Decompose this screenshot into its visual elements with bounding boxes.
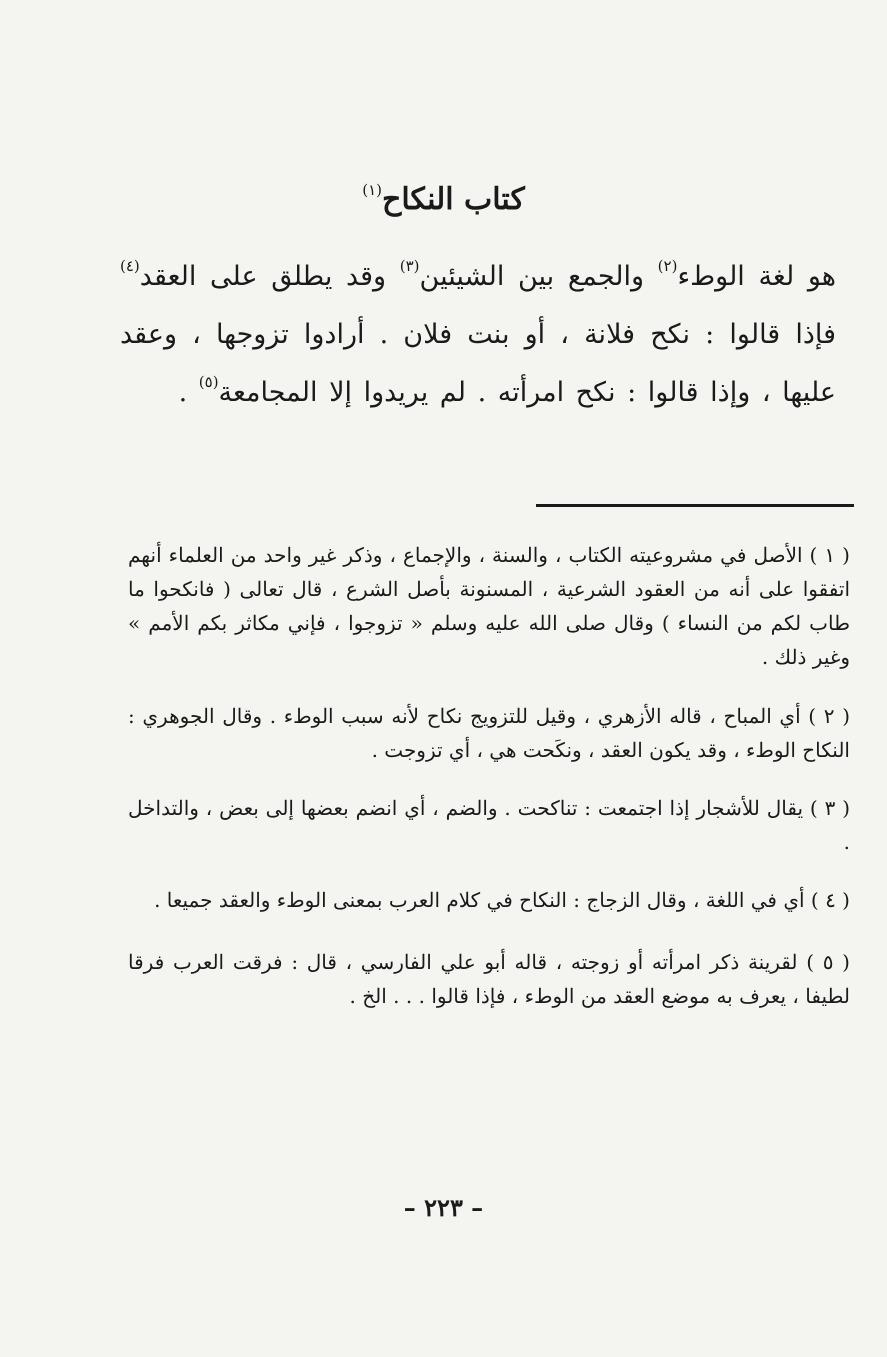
footnote-5: ( ٥ ) لقرينة ذكر امرأته أو زوجته ، قاله أبو علي الفارسي ، قال : فرقت العرب فرقا لطيفا ، يعرف به موضع العقد من الوطء ، فإذا قالوا . . . الخ . [128, 950, 850, 1008]
paragraph-text-3: وقد يطلق على العقد [139, 261, 400, 292]
paragraph-text-2: والجمع بين الشيئين [419, 261, 658, 292]
footnote-ref-5: (٥) [198, 373, 219, 391]
footnote-3: ( ٣ ) يقال للأشجار إذا اجتمعت : تناكحت . والضم ، أي انضم بعضها إلى بعض ، والتداخل . [128, 796, 850, 854]
footnote-2: ( ٢ ) أي المباح ، قاله الأزهري ، وقيل للتزويج نكاح لأنه سبب الوطء . وقال الجوهري : النكاح الوطء ، وقد يكون العقد ، ونكَحت هي ، أي تزوجت . [128, 704, 850, 762]
main-paragraph [120, 248, 836, 422]
chapter-title [0, 172, 887, 228]
paragraph-text-5: . [178, 377, 199, 408]
chapter-title-text: كتاب النكاح [382, 182, 525, 217]
footnote-ref-3: (٣) [399, 257, 420, 275]
footnote-4: ( ٤ ) أي في اللغة ، وقال الزجاج : النكاح في كلام العرب بمعنى الوطء والعقد جميعا . [154, 888, 850, 912]
footnote-ref-2: (٢) [657, 257, 678, 275]
paragraph-text-4: فإذا قالوا : نكح فلانة ، أو بنت فلان . أرادوا تزوجها ، وعقد عليها ، وإذا قالوا : نكح امرأته . لم يريدوا إلا المجامعة [120, 319, 836, 408]
footnote-ref-4: (٤) [120, 257, 140, 275]
footnote-1: ( ١ ) الأصل في مشروعيته الكتاب ، والسنة ، والإجماع ، وذكر غير واحد من العلماء أنهم اتفقوا على أنه من العقود الشرعية ، المسنونة بأصل الشرع ، قال تعالى ( فانكحوا ما طاب لكم من النساء ) وقال صلى الله عليه وسلم « تزوجوا ، فإني مكاثر بكم الأمم » وغير ذلك . [128, 543, 851, 669]
footnotes-section [128, 538, 850, 1013]
page-number: – ٢٢٣ – [403, 1193, 484, 1222]
paragraph-text-1: هو لغة الوطء [677, 261, 836, 292]
footnote-ref-1: (١) [362, 181, 382, 199]
footnote-divider [536, 504, 854, 507]
